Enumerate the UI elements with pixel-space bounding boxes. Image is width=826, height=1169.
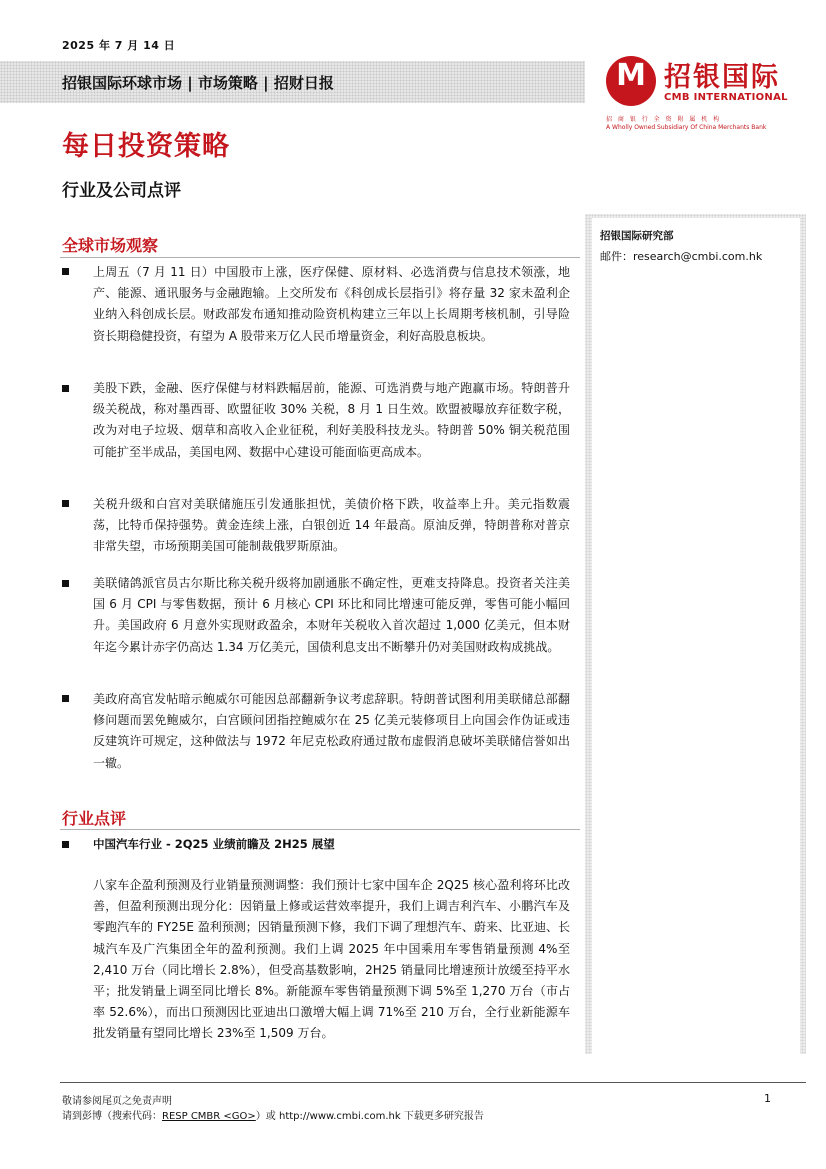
bloomberg-code-link[interactable]: RESP CMBR <GO> <box>162 1111 256 1122</box>
bullet-icon <box>62 385 69 392</box>
page-title: 每日投资策略 <box>62 131 230 162</box>
market-paragraph: 美股下跌，金融、医疗保健与材料跌幅居前，能源、可选消费与地产跑赢市场。特朗普升级关税战，称对墨西哥、欧盟征收 30% 关税，8 月 1 日生效。欧盟被曝放弃征数字税，改为对电子垃圾、烟草和高收入企业征税，利好美股科技龙头。特朗普 50% 铜关税范围可能扩至半成品，美国电网、数据中心建设可能面临更高成本。 <box>93 381 570 459</box>
cmbi-logo <box>606 52 796 132</box>
sidebar-email[interactable]: 邮件：research@cmbi.com.hk <box>600 250 763 263</box>
industry-paragraph: 八家车企盈利预测及行业销量预测调整：我们预计七家中国车企 2Q25 核心盈利将环比改善，但盈利预测出现分化：因销量上修或运营效率提升，我们上调吉利汽车、小鹏汽车及零跑汽车的 FY25E 盈利预测；因销量预测下修，我们下调了理想汽车、蔚来、比亚迪、长城汽车及广汽集团全年的盈利预测。我们上调 2025 年中国乘用车零售销量预测 4%至 2,410 万台（同比增长 2.8%），但受高基数影响，2H25 销量同比增速预计放缓至持平水平；批发销量上调至同比增长 8%。新能源车零售销量预测下调 5%至 1,270 万台（市占率 52.6%），而出口预测因比亚迪出口激增大幅上调 71%至 210 万台，全行业新能源车批发销量有望同比增长 23%至 1,509 万台。 <box>93 878 570 1041</box>
logo-name-cn: 招银国际 <box>664 62 780 93</box>
page-subtitle: 行业及公司点评 <box>62 181 181 201</box>
section-title-industry: 行业点评 <box>62 809 127 828</box>
footer-bloomberg <box>62 1107 484 1122</box>
footer-mid: ）或 <box>255 1111 279 1122</box>
bullet-icon <box>62 268 69 275</box>
market-paragraph: 上周五（7 月 11 日）中国股市上涨，医疗保健、原材料、必选消费与信息技术领涨，地产、能源、通讯服务与金融跑输。上交所发布《科创成长层指引》将存量 32 家未盈利企业纳入科创成长层。财政部发布通知推动险资机构建立三年以上长周期考核机制，引导险资长期稳健投资，有望为 A 股带来万亿人民币增量资金，利好高股息板块。 <box>93 265 570 343</box>
footer-prefix: 请到彭博（搜索代码： <box>62 1111 162 1122</box>
report-series: 招银国际环球市场 | 市场策略 | 招财日报 <box>62 74 334 92</box>
bullet-icon <box>62 500 69 507</box>
footer-suffix: 下载更多研究报告 <box>400 1111 484 1122</box>
industry-subheading: 中国汽车行业 - 2Q25 业绩前瞻及 2H25 展望 <box>93 837 335 851</box>
logo-tagline-en: A Wholly Owned Subsidiary Of China Merchants Bank <box>606 124 767 131</box>
market-paragraph: 美联储鸽派官员古尔斯比称关税升级将加剧通胀不确定性，更难支持降息。投资者关注美国 6 月 CPI 与零售数据，预计 6 月核心 CPI 环比和同比增速可能反弹，零售可能小幅回升。美国政府 6 月意外实现财政盈余，本财年关税收入首次超过 1,000 亿美元，但本财年迄今累计赤字仍高达 1.34 万亿美元，国债利息支出不断攀升仍对美国财政构成挑战。 <box>93 576 570 654</box>
section-title-market: 全球市场观察 <box>62 236 159 255</box>
sidebar-inner <box>592 218 800 1054</box>
bullet-icon <box>62 695 69 702</box>
sidebar-heading: 招银国际研究部 <box>600 230 674 242</box>
report-date: 2025 年 7 月 14 日 <box>62 39 176 52</box>
footer-disclaimer: 敬请参阅尾页之免责声明 <box>62 1096 172 1107</box>
logo-tagline-cn: 招 商 银 行 全 资 附 属 机 构 <box>606 116 722 123</box>
logo-mark: M <box>616 58 646 93</box>
section-divider <box>60 257 580 258</box>
page-number: 1 <box>764 1092 771 1105</box>
section-divider <box>60 829 580 830</box>
website-link[interactable]: http://www.cmbi.com.hk <box>279 1111 401 1122</box>
market-paragraph: 美政府高官发帖暗示鲍威尔可能因总部翻新争议考虑辞职。特朗普试图利用美联储总部翻修问题而罢免鲍威尔，白宫顾问团指控鲍威尔在 25 亿美元装修项目上向国会作伪证或违反建筑许可规定，这种做法与 1972 年尼克松政府通过散布虚假消息破坏美联储信誉如出一辙。 <box>93 692 570 770</box>
market-paragraph: 关税升级和白宫对美联储施压引发通胀担忧，美债价格下跌，收益率上升。美元指数震荡，比特币保持强势。黄金连续上涨，白银创近 14 年最高。原油反弹，特朗普称对普京非常失望，市场预期美国可能制裁俄罗斯原油。 <box>93 497 570 554</box>
footer-divider <box>60 1082 806 1083</box>
logo-name-en: CMB INTERNATIONAL <box>664 92 788 103</box>
bullet-icon <box>62 580 69 587</box>
bullet-icon <box>62 841 69 848</box>
